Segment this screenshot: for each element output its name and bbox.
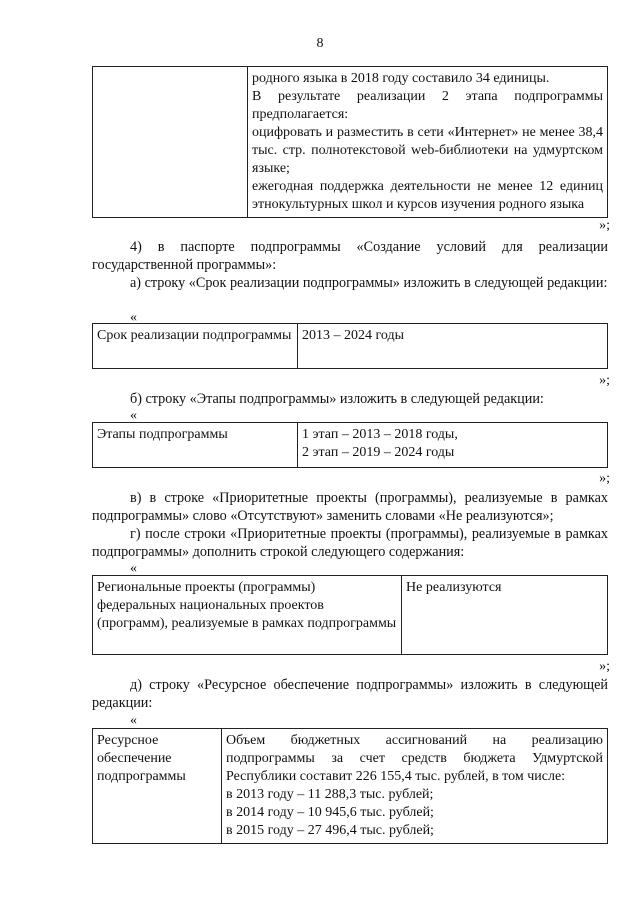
stages-value-cell — [298, 423, 608, 468]
continuation-line: родного языка в 2018 году составило 34 единицы. — [252, 71, 550, 86]
close-quote: »; — [599, 659, 610, 674]
item-4: 4) в паспорте подпрограммы «Создание условий для реализации государственной программы»: — [92, 239, 608, 273]
resources-2014: в 2014 году – 10 945,6 тыс. рублей; — [226, 805, 434, 820]
resources-value-cell — [222, 729, 608, 844]
open-quote: « — [130, 408, 137, 423]
regional-projects-value-cell: Не реализуются — [402, 576, 608, 655]
item-d: д) строку «Ресурсное обеспечение подпрограммы» изложить в следующей редакции: — [92, 677, 608, 711]
close-quote: »; — [599, 471, 610, 486]
resources-2015: в 2015 году – 27 496,4 тыс. рублей; — [226, 823, 434, 838]
continuation-line: оцифровать и разместить в сети «Интернет» не менее 38,4 тыс. стр. полнотекстовой web-библиотеки на удмуртском языке; — [252, 125, 603, 176]
stage-1: 1 этап – 2013 – 2018 годы, — [302, 427, 458, 442]
stages-label-cell: Этапы подпрограммы — [93, 423, 298, 468]
regional-projects-table — [92, 575, 608, 655]
item-v: в) в строке «Приоритетные проекты (программы), реализуемые в рамках подпрограммы» слово «Отсутствуют» заменить словами «Не реализуются»; — [92, 490, 608, 524]
close-quote: »; — [599, 373, 610, 388]
term-table — [92, 323, 608, 369]
term-value-cell: 2013 – 2024 годы — [298, 324, 608, 369]
item-a: а) строку «Срок реализации подпрограммы» изложить в следующей редакции: — [130, 275, 608, 291]
item-g: г) после строки «Приоритетные проекты (программы), реализуемые в рамках подпрограммы» дополнить строкой следующего содержания: — [92, 526, 608, 560]
empty-label-cell — [93, 67, 248, 218]
item-b: б) строку «Этапы подпрограммы» изложить в следующей редакции: — [130, 391, 544, 407]
continuation-table — [92, 66, 608, 218]
continuation-line: ежегодная поддержка деятельности не менее 12 единиц этнокультурных школ и курсов изучения родного языка — [252, 179, 603, 212]
term-label-cell: Срок реализации подпрограммы — [93, 324, 298, 369]
resources-table — [92, 728, 608, 844]
stages-table — [92, 422, 608, 468]
resources-intro: Объем бюджетных ассигнований на реализацию подпрограммы за счет средств бюджета Удмуртской Республики составит 226 155,4 тыс. рублей, в том числе: — [226, 733, 603, 784]
open-quote: « — [130, 713, 137, 728]
resources-2013: в 2013 году – 11 288,3 тыс. рублей; — [226, 787, 434, 802]
regional-projects-label-cell: Региональные проекты (программы) федеральных национальных проектов (программ), реализуемые в рамках подпрограммы — [93, 576, 402, 655]
resources-label-cell: Ресурсное обеспечение подпрограммы — [93, 729, 222, 844]
continuation-text-cell — [248, 67, 608, 218]
close-quote: »; — [599, 218, 610, 233]
open-quote: « — [130, 310, 137, 325]
open-quote: « — [130, 561, 137, 576]
continuation-line: В результате реализации 2 этапа подпрограммы предполагается: — [252, 89, 603, 122]
page-number: 8 — [316, 36, 324, 51]
stage-2: 2 этап – 2019 – 2024 годы — [302, 445, 455, 460]
